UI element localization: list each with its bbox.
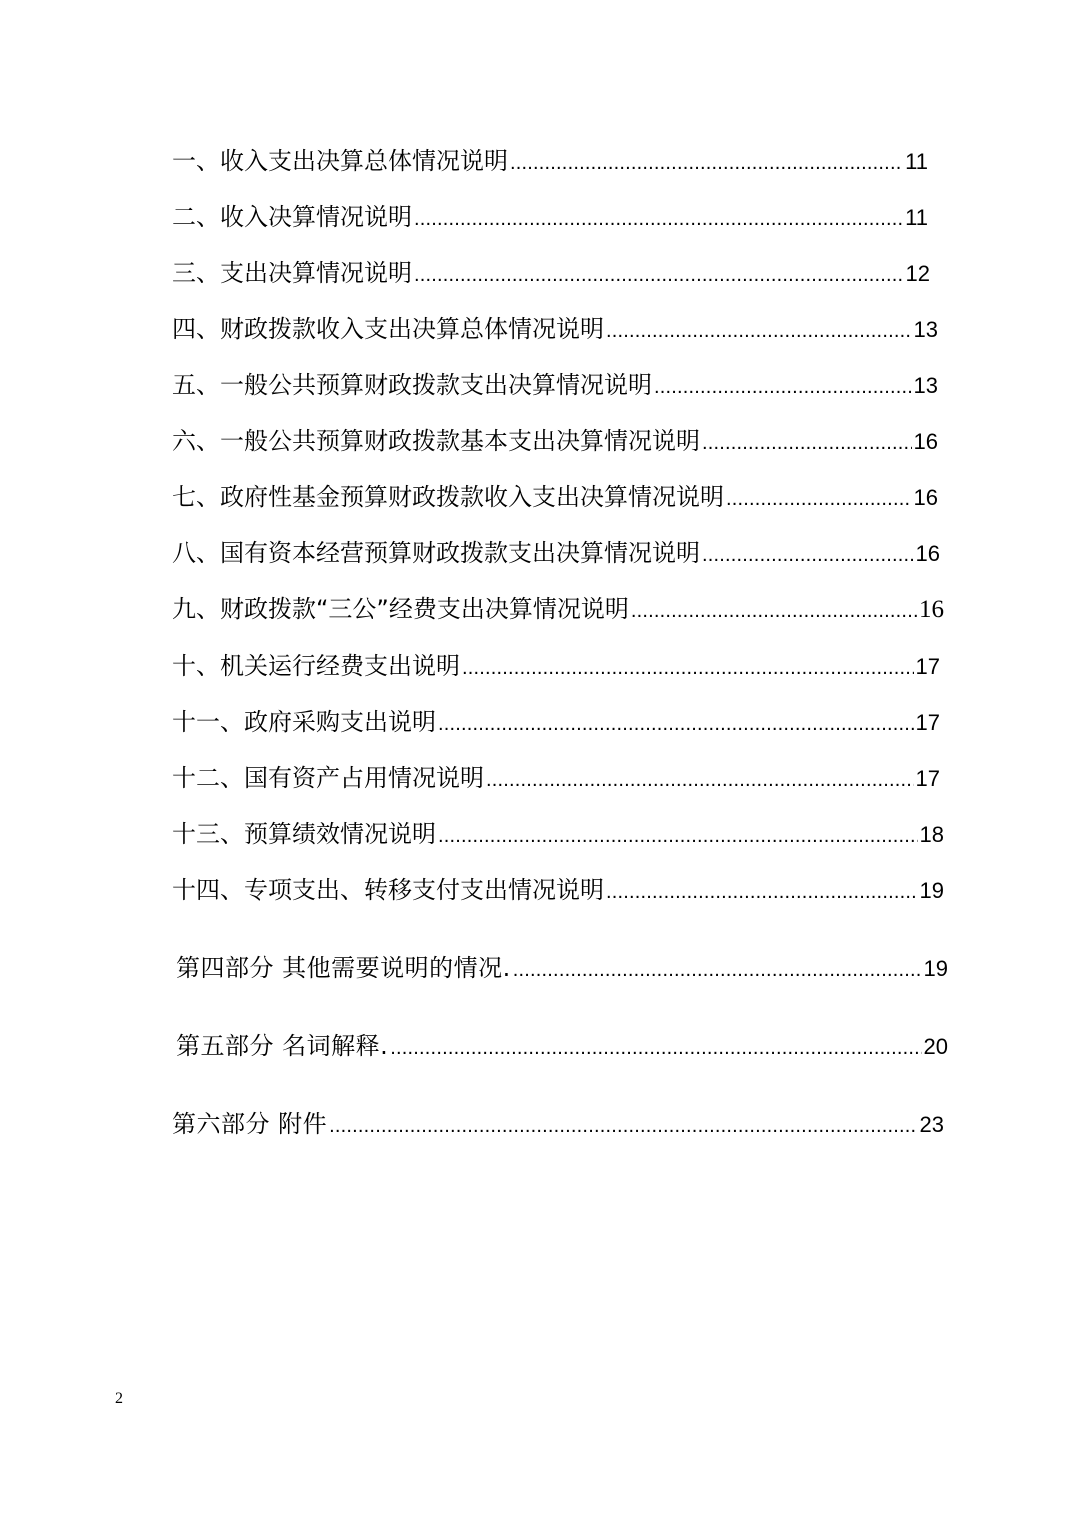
toc-entry-title: 十四、专项支出、转移支付支出情况说明	[172, 876, 604, 904]
toc-entry-page: 16	[913, 485, 938, 510]
toc-part-page: 19	[923, 956, 948, 981]
toc-entry	[172, 481, 938, 515]
toc-entry-page: 11	[905, 149, 928, 174]
toc-leader-dots	[414, 259, 904, 291]
toc-part-title: 第五部分 名词解释.	[176, 1032, 389, 1060]
toc-entry-title: 九、财政拨款“三公”经费支出决算情况说明	[172, 595, 629, 623]
toc-entry	[172, 706, 940, 740]
toc-leader-dots	[390, 1032, 921, 1064]
toc-entry-title: 四、财政拨款收入支出决算总体情况说明	[172, 315, 604, 343]
toc-leader-dots	[513, 954, 922, 986]
toc-entry-page: 18	[919, 822, 944, 847]
toc-entry-page: 17	[915, 654, 940, 679]
toc-entry	[172, 650, 940, 684]
toc-entry-page: 16	[915, 541, 940, 566]
toc-entry	[172, 818, 944, 852]
toc-entry-page: 19	[919, 878, 944, 903]
toc-entry-title: 三、支出决算情况说明	[172, 259, 412, 287]
toc-entry-page: 13	[913, 317, 938, 342]
toc-entry-title: 八、国有资本经营预算财政拨款支出决算情况说明	[172, 539, 700, 567]
toc-entry	[172, 425, 938, 459]
toc-part-page: 20	[923, 1034, 948, 1059]
toc-leader-dots	[654, 371, 912, 403]
toc-entry-page: 17	[915, 766, 940, 791]
toc-leader-dots	[438, 820, 918, 852]
toc-part-title: 第六部分 附件	[172, 1110, 328, 1138]
toc-entry-page: 16	[913, 429, 938, 454]
toc-entry-page: 17	[915, 710, 940, 735]
toc-entry	[172, 762, 940, 796]
page-number: 2	[115, 1390, 123, 1407]
toc-entry-title: 七、政府性基金预算财政拨款收入支出决算情况说明	[172, 483, 724, 511]
toc-leader-dots	[414, 203, 903, 235]
toc-entry-title: 一、收入支出决算总体情况说明	[172, 147, 508, 175]
toc-leader-dots	[726, 483, 912, 515]
toc-leader-dots	[486, 764, 914, 796]
toc-entry-title: 六、一般公共预算财政拨款基本支出决算情况说明	[172, 427, 700, 455]
toc-entry-title: 十三、预算绩效情况说明	[172, 820, 436, 848]
toc-part-title: 第四部分 其他需要说明的情况.	[176, 954, 511, 982]
toc-entry-title: 十二、国有资产占用情况说明	[172, 764, 484, 792]
toc-entry-title: 五、一般公共预算财政拨款支出决算情况说明	[172, 371, 652, 399]
toc-leader-dots	[329, 1110, 917, 1142]
toc-part-entry	[176, 1030, 948, 1064]
toc-entry	[172, 874, 944, 908]
toc-entry-page: 11	[905, 205, 928, 230]
toc-leader-dots	[631, 595, 917, 627]
toc-part-entry	[172, 1108, 944, 1142]
toc-part-page: 23	[919, 1112, 944, 1137]
toc-entry-page: 13	[913, 373, 938, 398]
toc-entry-page: 12	[905, 261, 930, 286]
toc-entry-page: 16	[919, 596, 944, 623]
toc-entry	[172, 145, 928, 179]
toc-entry	[172, 313, 938, 347]
toc-entry	[172, 369, 938, 403]
toc-leader-dots	[462, 652, 914, 684]
toc-leader-dots	[510, 147, 903, 179]
toc-leader-dots	[702, 539, 914, 571]
toc-leader-dots	[438, 708, 914, 740]
toc-entry	[172, 201, 928, 235]
toc-leader-dots	[606, 315, 912, 347]
toc-leader-dots	[606, 876, 918, 908]
toc-entry	[172, 257, 930, 291]
toc-leader-dots	[702, 427, 912, 459]
toc-entry	[172, 593, 944, 627]
toc-entry-title: 二、收入决算情况说明	[172, 203, 412, 231]
toc-part-entry	[176, 952, 948, 986]
toc-entry	[172, 537, 940, 571]
toc-entry-title: 十、机关运行经费支出说明	[172, 652, 460, 680]
toc-entry-title: 十一、政府采购支出说明	[172, 708, 436, 736]
